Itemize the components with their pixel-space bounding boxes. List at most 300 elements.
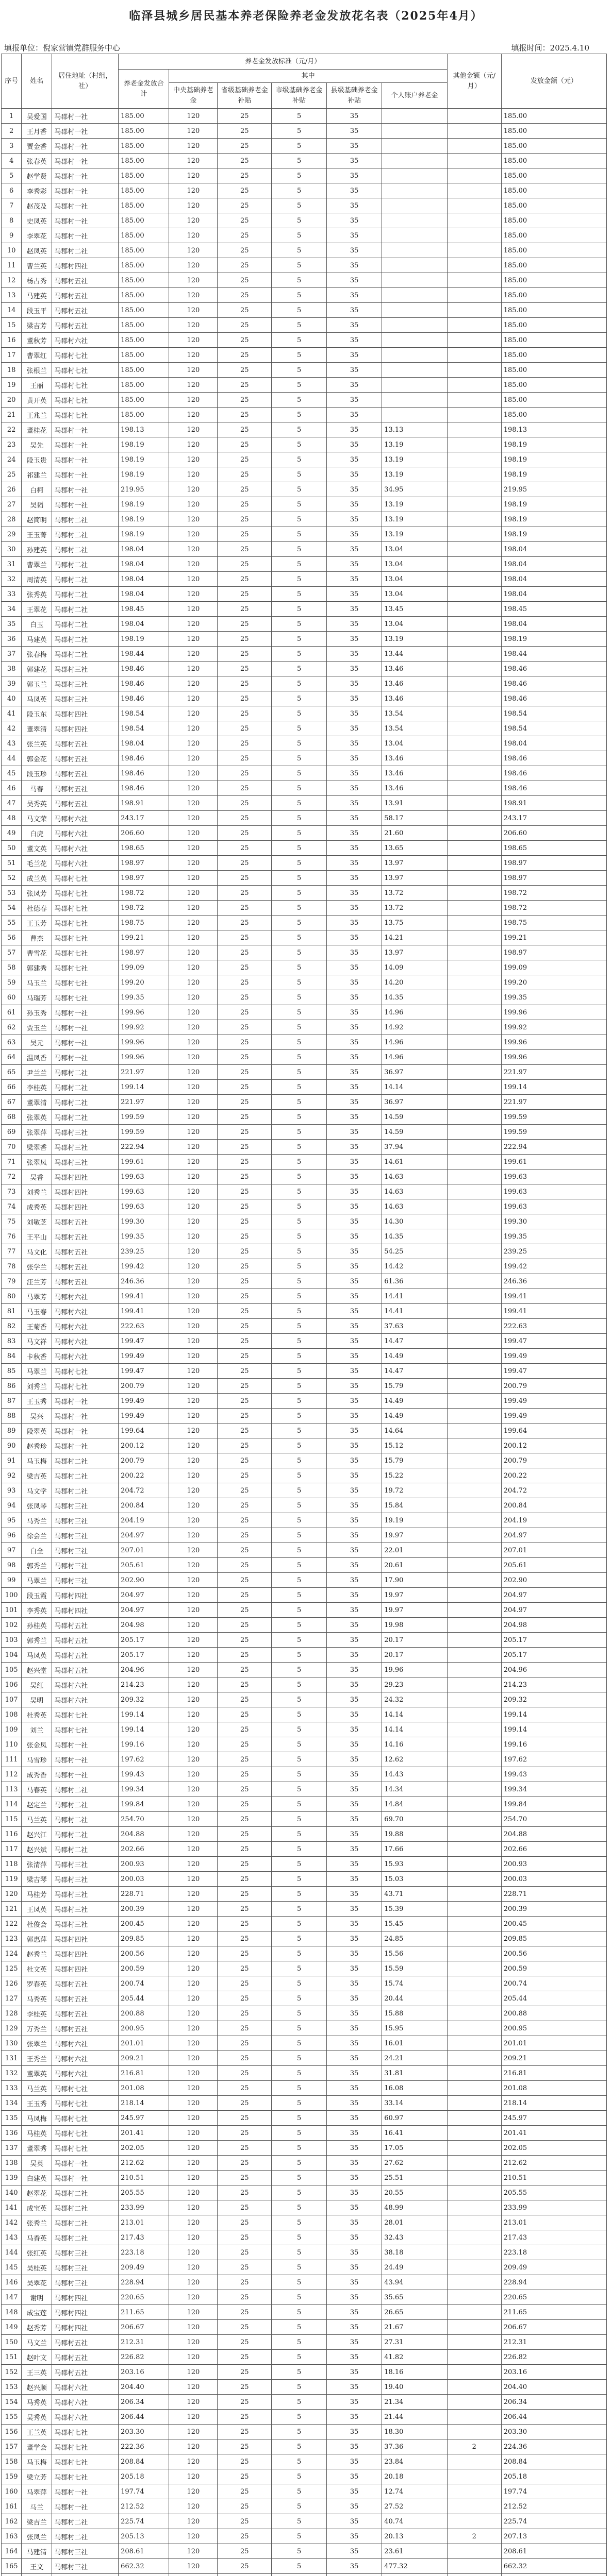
cell-address: 马郡村四社: [52, 1603, 119, 1618]
cell-county: 35: [327, 1603, 382, 1618]
cell-personal: 13.54: [382, 706, 448, 721]
table-row: [2, 2380, 607, 2395]
cell-seq: 99: [2, 1573, 22, 1588]
cell-provincial: 25: [218, 960, 272, 975]
cell-central: 120: [169, 2499, 218, 2514]
cell-personal: 14.35: [382, 1229, 448, 1244]
cell-central: 120: [169, 916, 218, 930]
table-row: [2, 2215, 607, 2230]
cell-name: 曹翠兰: [22, 557, 52, 572]
cell-seq: 136: [2, 2126, 22, 2141]
cell-other: [447, 751, 501, 766]
cell-personal: 19.96: [382, 1663, 448, 1677]
cell-central: 120: [169, 2111, 218, 2126]
cell-central: 120: [169, 1692, 218, 1707]
cell-county: 35: [327, 1005, 382, 1020]
cell-county: [327, 2574, 382, 2576]
cell-personal: 14.64: [382, 1423, 448, 1438]
cell-personal: 25.51: [382, 2171, 448, 2185]
cell-city: 5: [272, 512, 327, 527]
cell-city: 5: [272, 168, 327, 183]
cell-name: 王玉芳: [22, 916, 52, 930]
cell-name: 董文英: [22, 841, 52, 856]
cell-paid: 243.17: [501, 811, 606, 826]
cell-city: 5: [272, 2111, 327, 2126]
table-row: [2, 437, 607, 452]
cell-total-standard: 198.46: [119, 662, 169, 676]
cell-other: [447, 303, 501, 318]
cell-paid: 198.13: [501, 422, 606, 437]
cell-provincial: 25: [218, 168, 272, 183]
cell-central: 120: [169, 1931, 218, 1946]
cell-paid: 185.00: [501, 139, 606, 154]
table-row: [2, 2275, 607, 2290]
cell-city: 5: [272, 1229, 327, 1244]
cell-paid: 199.49: [501, 1409, 606, 1423]
cell-total-standard: 212.52: [119, 2499, 169, 2514]
cell-city: 5: [272, 1513, 327, 1528]
cell-county: 35: [327, 945, 382, 960]
cell-paid: 212.31: [501, 2335, 606, 2350]
cell-paid: 198.65: [501, 841, 606, 856]
cell-county: 35: [327, 2544, 382, 2559]
table-row: [2, 1677, 607, 1692]
cell-personal: 15.74: [382, 1976, 448, 1991]
cell-other: [447, 1349, 501, 1364]
cell-other: [447, 273, 501, 288]
cell-total-standard: 185.00: [119, 288, 169, 303]
table-row: [2, 1857, 607, 1872]
cell-central: 120: [169, 2544, 218, 2559]
cell-county: 35: [327, 2230, 382, 2245]
cell-provincial: 25: [218, 1020, 272, 1035]
cell-seq: 138: [2, 2156, 22, 2171]
cell-city: 5: [272, 990, 327, 1005]
cell-total-standard: 199.20: [119, 975, 169, 990]
header-provincial: 省级基础养老金补贴: [218, 83, 272, 109]
cell-name: 白玉: [22, 617, 52, 632]
cell-seq: 121: [2, 1902, 22, 1917]
cell-county: 35: [327, 348, 382, 363]
cell-city: 5: [272, 1005, 327, 1020]
cell-county: 35: [327, 1633, 382, 1648]
cell-personal: 13.97: [382, 871, 448, 886]
cell-address: 马郡村三社: [52, 2275, 119, 2290]
cell-county: 35: [327, 542, 382, 557]
cell-name: 马建清: [22, 2544, 52, 2559]
cell-personal: 13.19: [382, 527, 448, 542]
cell-paid: 199.09: [501, 960, 606, 975]
cell-city: 5: [272, 243, 327, 258]
cell-city: 5: [272, 1588, 327, 1603]
cell-county: 35: [327, 1961, 382, 1976]
cell-seq: 88: [2, 1409, 22, 1423]
cell-personal: 13.19: [382, 467, 448, 482]
cell-other: [447, 1319, 501, 1334]
cell-central: 120: [169, 2215, 218, 2230]
cell-central: 120: [169, 1199, 218, 1214]
cell-central: 120: [169, 1827, 218, 1842]
cell-county: 35: [327, 1618, 382, 1633]
cell-address: 马郡村一社: [52, 124, 119, 139]
cell-address: 马郡村一社: [52, 1737, 119, 1752]
cell-county: 35: [327, 841, 382, 856]
cell-city: 5: [272, 408, 327, 422]
cell-name: 赵秀珍: [22, 1438, 52, 1453]
table-row: [2, 1917, 607, 1931]
cell-personal: 35.65: [382, 2290, 448, 2305]
cell-city: 5: [272, 1080, 327, 1095]
cell-total-standard: 198.91: [119, 796, 169, 811]
cell-total-standard: 199.35: [119, 1229, 169, 1244]
cell-seq: 16: [2, 333, 22, 348]
cell-name: 李秀英: [22, 1603, 52, 1618]
cell-seq: 90: [2, 1438, 22, 1453]
cell-seq: 62: [2, 1020, 22, 1035]
cell-provincial: 25: [218, 1603, 272, 1618]
cell-total-standard: 185.00: [119, 348, 169, 363]
header-other: 其他金额（元/月）: [447, 54, 501, 109]
cell-seq: 53: [2, 886, 22, 901]
cell-city: 5: [272, 1752, 327, 1767]
cell-seq: 123: [2, 1931, 22, 1946]
table-row: [2, 273, 607, 288]
cell-total-standard: 202.66: [119, 1842, 169, 1857]
cell-provincial: 25: [218, 527, 272, 542]
cell-provincial: 25: [218, 2469, 272, 2484]
cell-central: 120: [169, 2230, 218, 2245]
cell-other: [447, 2499, 501, 2514]
cell-address: 马郡村七社: [52, 871, 119, 886]
table-row: [2, 482, 607, 497]
cell-address: 马郡村四社: [52, 2290, 119, 2305]
cell-name: 贾玉兰: [22, 1020, 52, 1035]
cell-personal: 12.74: [382, 2484, 448, 2499]
cell-county: 35: [327, 1976, 382, 1991]
cell-city: 5: [272, 706, 327, 721]
cell-total-standard: 198.97: [119, 871, 169, 886]
cell-city: 5: [272, 871, 327, 886]
table-row: [2, 1184, 607, 1199]
cell-name: 史凤英: [22, 213, 52, 228]
cell-seq: 126: [2, 1976, 22, 1991]
cell-provincial: 25: [218, 901, 272, 916]
cell-other: [447, 1005, 501, 1020]
table-row: [2, 1573, 607, 1588]
cell-total-standard: 209.32: [119, 1692, 169, 1707]
cell-personal: 16.08: [382, 2081, 448, 2096]
cell-personal: 13.04: [382, 557, 448, 572]
cell-provincial: 25: [218, 2380, 272, 2395]
cell-address: 马郡村七社: [52, 901, 119, 916]
cell-other: [447, 482, 501, 497]
cell-county: 35: [327, 363, 382, 378]
cell-paid: 185.00: [501, 198, 606, 213]
cell-other: [447, 2335, 501, 2350]
cell-name: 赵简明: [22, 512, 52, 527]
cell-total-standard: 199.14: [119, 1080, 169, 1095]
cell-address: 马郡村四社: [52, 706, 119, 721]
cell-other: [447, 1423, 501, 1438]
cell-central: 120: [169, 452, 218, 467]
cell-paid: 198.46: [501, 751, 606, 766]
cell-seq: [2, 2574, 22, 2576]
cell-other: [447, 1513, 501, 1528]
cell-seq: 56: [2, 930, 22, 945]
cell-other: [447, 901, 501, 916]
cell-personal: 15.39: [382, 1902, 448, 1917]
cell-other: [447, 467, 501, 482]
cell-paid: 185.00: [501, 333, 606, 348]
table-row: [2, 2544, 607, 2559]
cell-personal: 13.19: [382, 452, 448, 467]
table-row: [2, 318, 607, 333]
cell-provincial: 25: [218, 1633, 272, 1648]
table-row: [2, 1349, 607, 1364]
cell-seq: 39: [2, 676, 22, 691]
cell-other: [447, 1394, 501, 1409]
cell-total-standard: 185.00: [119, 393, 169, 408]
cell-total-standard: 199.42: [119, 1259, 169, 1274]
cell-city: 5: [272, 2529, 327, 2544]
table-row: [2, 945, 607, 960]
cell-total-standard: 200.88: [119, 2006, 169, 2021]
table-row: [2, 2499, 607, 2514]
cell-provincial: 25: [218, 632, 272, 647]
cell-other: [447, 676, 501, 691]
cell-total-standard: 185.00: [119, 168, 169, 183]
cell-seq: 77: [2, 1244, 22, 1259]
table-row: [2, 1304, 607, 1319]
cell-name: 吴爱国: [22, 109, 52, 124]
cell-name: 张春英: [22, 154, 52, 168]
cell-address: 马郡村二社: [52, 2185, 119, 2200]
cell-personal: 27.52: [382, 2499, 448, 2514]
table-row: [2, 452, 607, 467]
cell-total-standard: 199.96: [119, 1050, 169, 1065]
cell-county: 35: [327, 183, 382, 198]
cell-name: 郭建花: [22, 662, 52, 676]
cell-address: 马郡村二社: [52, 2200, 119, 2215]
cell-central: 120: [169, 2200, 218, 2215]
cell-seq: 118: [2, 1857, 22, 1872]
cell-address: 马郡村五社: [52, 1633, 119, 1648]
cell-name: 赵定兰: [22, 1797, 52, 1812]
cell-county: 35: [327, 766, 382, 781]
cell-provincial: 25: [218, 1931, 272, 1946]
cell-total-standard: 185.00: [119, 228, 169, 243]
cell-paid: 223.18: [501, 2245, 606, 2260]
cell-personal: 15.03: [382, 1872, 448, 1887]
cell-county: 35: [327, 2335, 382, 2350]
cell-personal: 13.13: [382, 422, 448, 437]
table-row: [2, 1020, 607, 1035]
cell-other: [447, 527, 501, 542]
cell-name: 孙玉秀: [22, 1005, 52, 1020]
cell-provincial: 25: [218, 1468, 272, 1483]
table-row: [2, 109, 607, 124]
cell-city: 5: [272, 1902, 327, 1917]
cell-paid: 199.43: [501, 1767, 606, 1782]
cell-city: 5: [272, 736, 327, 751]
cell-other: [447, 960, 501, 975]
cell-total-standard: 199.84: [119, 1797, 169, 1812]
cell-provincial: 25: [218, 408, 272, 422]
cell-central: 120: [169, 766, 218, 781]
cell-paid: 185.00: [501, 213, 606, 228]
cell-city: 5: [272, 2425, 327, 2439]
cell-county: 35: [327, 1095, 382, 1110]
cell-name: 赵翠花: [22, 2185, 52, 2200]
cell-name: 张清萍: [22, 1857, 52, 1872]
cell-name: 曹杰: [22, 930, 52, 945]
cell-personal: 13.45: [382, 602, 448, 617]
cell-provincial: 25: [218, 348, 272, 363]
cell-paid: 222.63: [501, 1319, 606, 1334]
cell-personal: 17.66: [382, 1842, 448, 1857]
cell-provincial: 25: [218, 2156, 272, 2171]
cell-city: 5: [272, 1199, 327, 1214]
cell-total-standard: 199.96: [119, 1005, 169, 1020]
cell-name: 郭惠萍: [22, 1931, 52, 1946]
cell-name: 杜秀英: [22, 1707, 52, 1722]
cell-central: 120: [169, 1483, 218, 1498]
cell-other: [447, 1199, 501, 1214]
cell-county: 35: [327, 154, 382, 168]
cell-central: 120: [169, 1648, 218, 1663]
cell-other: [447, 990, 501, 1005]
cell-county: 35: [327, 1722, 382, 1737]
cell-other: [447, 1737, 501, 1752]
cell-provincial: 25: [218, 318, 272, 333]
cell-other: [447, 512, 501, 527]
cell-central: 120: [169, 183, 218, 198]
cell-county: 35: [327, 886, 382, 901]
table-row: [2, 647, 607, 662]
cell-paid: 228.94: [501, 2275, 606, 2290]
cell-paid: 200.22: [501, 1468, 606, 1483]
cell-total-standard: 198.65: [119, 841, 169, 856]
cell-seq: 79: [2, 1274, 22, 1289]
cell-central: 120: [169, 2514, 218, 2529]
cell-personal: 23.84: [382, 2454, 448, 2469]
cell-other: [447, 1677, 501, 1692]
cell-city: 5: [272, 1050, 327, 1065]
cell-provincial: 25: [218, 273, 272, 288]
cell-provincial: 25: [218, 1379, 272, 1394]
cell-seq: 128: [2, 2006, 22, 2021]
cell-city: 5: [272, 602, 327, 617]
cell-seq: 130: [2, 2036, 22, 2051]
cell-total-standard: 198.04: [119, 542, 169, 557]
cell-central: 120: [169, 1603, 218, 1618]
cell-provincial: 25: [218, 811, 272, 826]
cell-provincial: 25: [218, 2006, 272, 2021]
cell-city: 5: [272, 139, 327, 154]
cell-paid: 199.61: [501, 1155, 606, 1170]
cell-address: 马郡村一社: [52, 2499, 119, 2514]
cell-central: 120: [169, 2529, 218, 2544]
cell-central: 120: [169, 363, 218, 378]
cell-county: 35: [327, 676, 382, 691]
cell-name: 王兆兰: [22, 408, 52, 422]
cell-central: 120: [169, 512, 218, 527]
cell-personal: 14.16: [382, 1737, 448, 1752]
cell-seq: 129: [2, 2021, 22, 2036]
cell-central: 120: [169, 557, 218, 572]
cell-paid: 185.00: [501, 154, 606, 168]
cell-paid: 199.20: [501, 975, 606, 990]
cell-county: 35: [327, 124, 382, 139]
cell-paid: 199.47: [501, 1364, 606, 1379]
cell-total-standard: 204.96: [119, 1663, 169, 1677]
cell-name: 董翠清: [22, 1095, 52, 1110]
cell-county: 35: [327, 1513, 382, 1528]
table-row: [2, 1902, 607, 1917]
cell-total-standard: 204.98: [119, 1618, 169, 1633]
cell-personal: 15.79: [382, 1379, 448, 1394]
cell-name: 郭玉兰: [22, 676, 52, 691]
cell-county: 35: [327, 2395, 382, 2410]
table-row: [2, 1827, 607, 1842]
cell-personal: 21.60: [382, 826, 448, 841]
cell-provincial: 25: [218, 1259, 272, 1274]
cell-city: 5: [272, 1648, 327, 1663]
cell-total-standard: 198.19: [119, 452, 169, 467]
cell-total-standard: 204.97: [119, 1588, 169, 1603]
cell-central: 120: [169, 1184, 218, 1199]
cell-central: 120: [169, 2051, 218, 2066]
cell-paid: 185.00: [501, 393, 606, 408]
cell-name: 成兰英: [22, 871, 52, 886]
cell-county: 35: [327, 1887, 382, 1902]
cell-provincial: 25: [218, 2350, 272, 2365]
cell-other: [447, 2410, 501, 2425]
cell-paid: 204.97: [501, 1528, 606, 1543]
table-row: [2, 1140, 607, 1155]
cell-city: 5: [272, 452, 327, 467]
cell-other: [447, 2245, 501, 2260]
cell-address: 马郡村五社: [52, 751, 119, 766]
table-row: [2, 1618, 607, 1633]
cell-seq: 15: [2, 318, 22, 333]
cell-address: 马郡村一社: [52, 154, 119, 168]
cell-seq: 89: [2, 1423, 22, 1438]
cell-personal: 13.19: [382, 632, 448, 647]
cell-name: 黄开英: [22, 393, 52, 408]
cell-address: 马郡村二社: [52, 1080, 119, 1095]
cell-paid: 199.64: [501, 1423, 606, 1438]
cell-paid: 209.49: [501, 2260, 606, 2275]
cell-seq: 4: [2, 154, 22, 168]
cell-central: 120: [169, 691, 218, 706]
cell-provincial: 25: [218, 2305, 272, 2320]
cell-city: 5: [272, 1558, 327, 1573]
cell-city: 5: [272, 2469, 327, 2484]
cell-address: 马郡村一社: [52, 467, 119, 482]
cell-central: 120: [169, 2260, 218, 2275]
cell-county: 35: [327, 856, 382, 871]
cell-address: 马郡村五社: [52, 1229, 119, 1244]
cell-county: 35: [327, 916, 382, 930]
cell-total-standard: 200.45: [119, 1917, 169, 1931]
cell-other: [447, 1438, 501, 1453]
cell-address: 马郡村一社: [52, 139, 119, 154]
cell-total-standard: 199.49: [119, 1349, 169, 1364]
cell-address: 马郡村五社: [52, 1244, 119, 1259]
cell-address: 马郡村六社: [52, 2051, 119, 2066]
cell-name: 张金凤: [22, 1737, 52, 1752]
